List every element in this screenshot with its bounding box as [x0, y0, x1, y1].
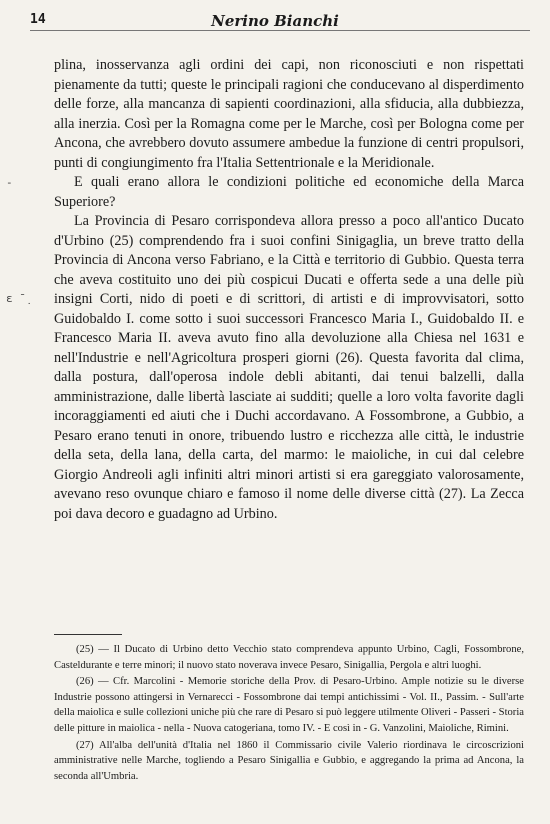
paragraph: E quali erano allora le condizioni politiche ed economiche della Marca Superiore? — [54, 174, 524, 210]
paragraph: La Provincia di Pesaro corrispondeva allora presso a poco all'antico Ducato d'Urbino (25) comprendendo fra i suoi confini Sinigaglia, un breve tratto della Provincia di Ancona verso Fabriano, e la Città e territorio di Gubbio. Questa terra che aveva costituito uno dei più cospicui Ducati e offerta sede a una delle più insigni Corti, nido di poeti e di scrittori, di artisti e di improvvisatori, sotto Guidobaldo I. come sotto i suoi successori Francesco Maria I., Guidobaldo II. e Francesco Maria II. aveva avuto fino alla devoluzione alla Chiesa nel 1631 e nell'Industrie e nell'Agricoltura prosperi giorni (26). Questa favorita dal clima, dalla postura, dall'operosa indole debli abitanti, dai tenui balzelli, dalla amministrazione, dalle libertà lasciate ai sudditi; quelle a loro volta favorite dagli incoraggiamenti ed aiuti che i Duchi accordavano. A Fossombrone, a Gubbio, a Pesaro erano tenuti in onore, tribuendo lustro e ricchezza alle città, le industrie della seta, della lana, della carta, del marmo: le maioliche, in cui dal celebre Giorgio Andreoli agli infiniti altri minori artisti si era gareggiato valorosamente, avevano reso ovunque chiaro e famoso il nome delle diverse città (27). La Zecca poi dava decoro e guadagno ad Urbino. — [54, 213, 524, 522]
running-head-author: Nerino Bianchi — [211, 12, 339, 30]
footnote-26: (26) — Cfr. Marcolini - Memorie storiche della Prov. di Pesaro-Urbino. Ample notizie su le diverse Industrie possono attingersi in Vernarecci - Fossombrone dai tempi antichissimi - Vol. II., Passim. - Sull'arte della maiolica e sulle collezioni uniche più che rare di Pesaro si può leggere utilmente Oliveri - Passeri - Storia delle pitture in maiolica - nella - Nuova catogeriana, tomo IV. - E così in - G. Vanzolini, Maioliche, Rimini. — [54, 676, 524, 734]
main-text — [54, 56, 524, 524]
page-header — [30, 10, 520, 32]
margin-mark: ɛ ̄ ̣ — [6, 292, 26, 305]
footnote-27: (27) All'alba dell'unità d'Italia nel 1860 il Commissario civile Valerio riordinava le circoscrizioni amministrative nelle Marche, togliendo a Pesaro Sinigallia e Gubbio, e aggregando la prima ad Ancona, la seconda all'Umbria. — [54, 739, 524, 782]
margin-mark: - — [6, 176, 13, 189]
footnote-25: (25) — Il Ducato di Urbino detto Vecchio stato comprendeva appunto Urbino, Cagli, Fossombrone, Casteldurante e terre minori; il nuovo stato noverava invece Pesaro, Sinigallia, Pergola e altri luoghi. — [54, 644, 524, 671]
footnote-separator — [54, 634, 122, 635]
page-number: 14 — [30, 12, 46, 27]
paragraph: plina, inosservanza agli ordini dei capi, non riconosciuti e non rispettati pienamente da tutti; queste le principali ragioni che conducevano al disperdimento delle forze, alla mancanza di sapienti coordinazioni, alla sfiducia, alla dubbiezza, alla inerzia. Così per la Romagna come per le Marche, così per Bologna come per Ancona, che avrebbero dovuto assumere ambedue la funzione di centri propulsori, punti di congiungimento fra l'Italia Settentrionale e la Meridionale. — [54, 57, 524, 171]
footnotes — [54, 642, 524, 784]
header-rule — [30, 30, 530, 31]
